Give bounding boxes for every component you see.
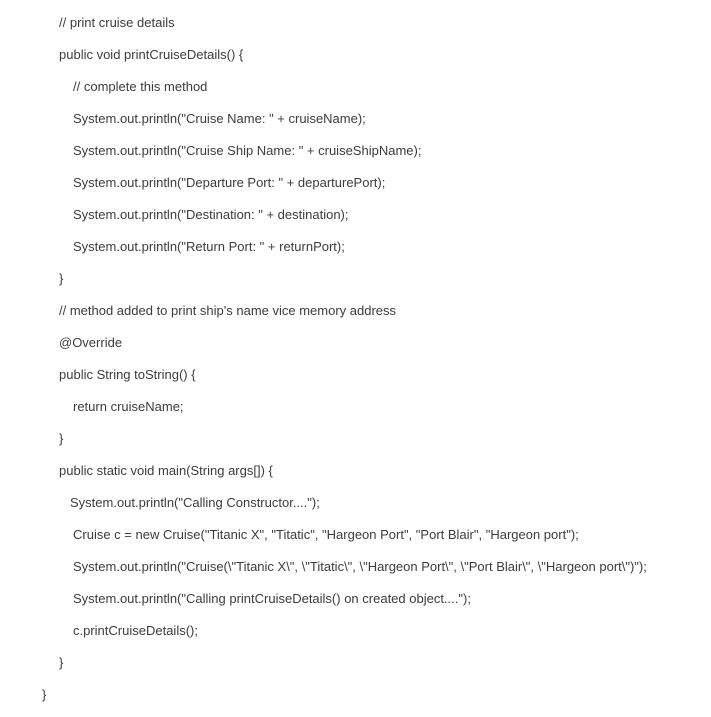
code-line-comment-complete: // complete this method <box>73 79 208 94</box>
code-line-comment-print-details: // print cruise details <box>59 15 175 30</box>
code-line-close-class-brace: } <box>42 687 47 702</box>
code-line-print-cruise-name: System.out.println("Cruise Name: " + cruiseName); <box>73 111 366 126</box>
code-line-override-annotation: @Override <box>59 335 123 350</box>
code-line-comment-tostring: // method added to print ship's name vice memory address <box>59 303 397 318</box>
code-line-print-calling-details: System.out.println("Calling printCruiseDetails() on created object...."); <box>73 591 471 606</box>
code-line-tostring-signature: public String toString() { <box>59 367 196 382</box>
code-line-call-print-details: c.printCruiseDetails(); <box>73 623 198 638</box>
code-line-print-return: System.out.println("Return Port: " + returnPort); <box>73 239 345 254</box>
code-line-close-brace: } <box>59 271 64 286</box>
code-line-construct-cruise: Cruise c = new Cruise("Titanic X", "Titatic", "Hargeon Port", "Port Blair", "Hargeon port"); <box>73 527 579 542</box>
code-line-print-destination: System.out.println("Destination: " + destination); <box>73 207 349 222</box>
code-line-method-signature-print: public void printCruiseDetails() { <box>59 47 244 62</box>
code-line-close-brace: } <box>59 431 64 446</box>
code-line-print-ship-name: System.out.println("Cruise Ship Name: " + cruiseShipName); <box>73 143 422 158</box>
code-line-main-signature: public static void main(String args[]) { <box>59 463 273 478</box>
code-line-print-constructor-args: System.out.println("Cruise(\"Titanic X\", \"Titatic\", \"Hargeon Port\", \"Port Blair\", \"Hargeon port\")"); <box>73 559 647 574</box>
code-line-close-brace: } <box>59 655 64 670</box>
code-line-print-calling-constructor: System.out.println("Calling Constructor...."); <box>70 495 320 510</box>
code-line-return-name: return cruiseName; <box>73 399 184 414</box>
code-line-print-departure: System.out.println("Departure Port: " + departurePort); <box>73 175 386 190</box>
